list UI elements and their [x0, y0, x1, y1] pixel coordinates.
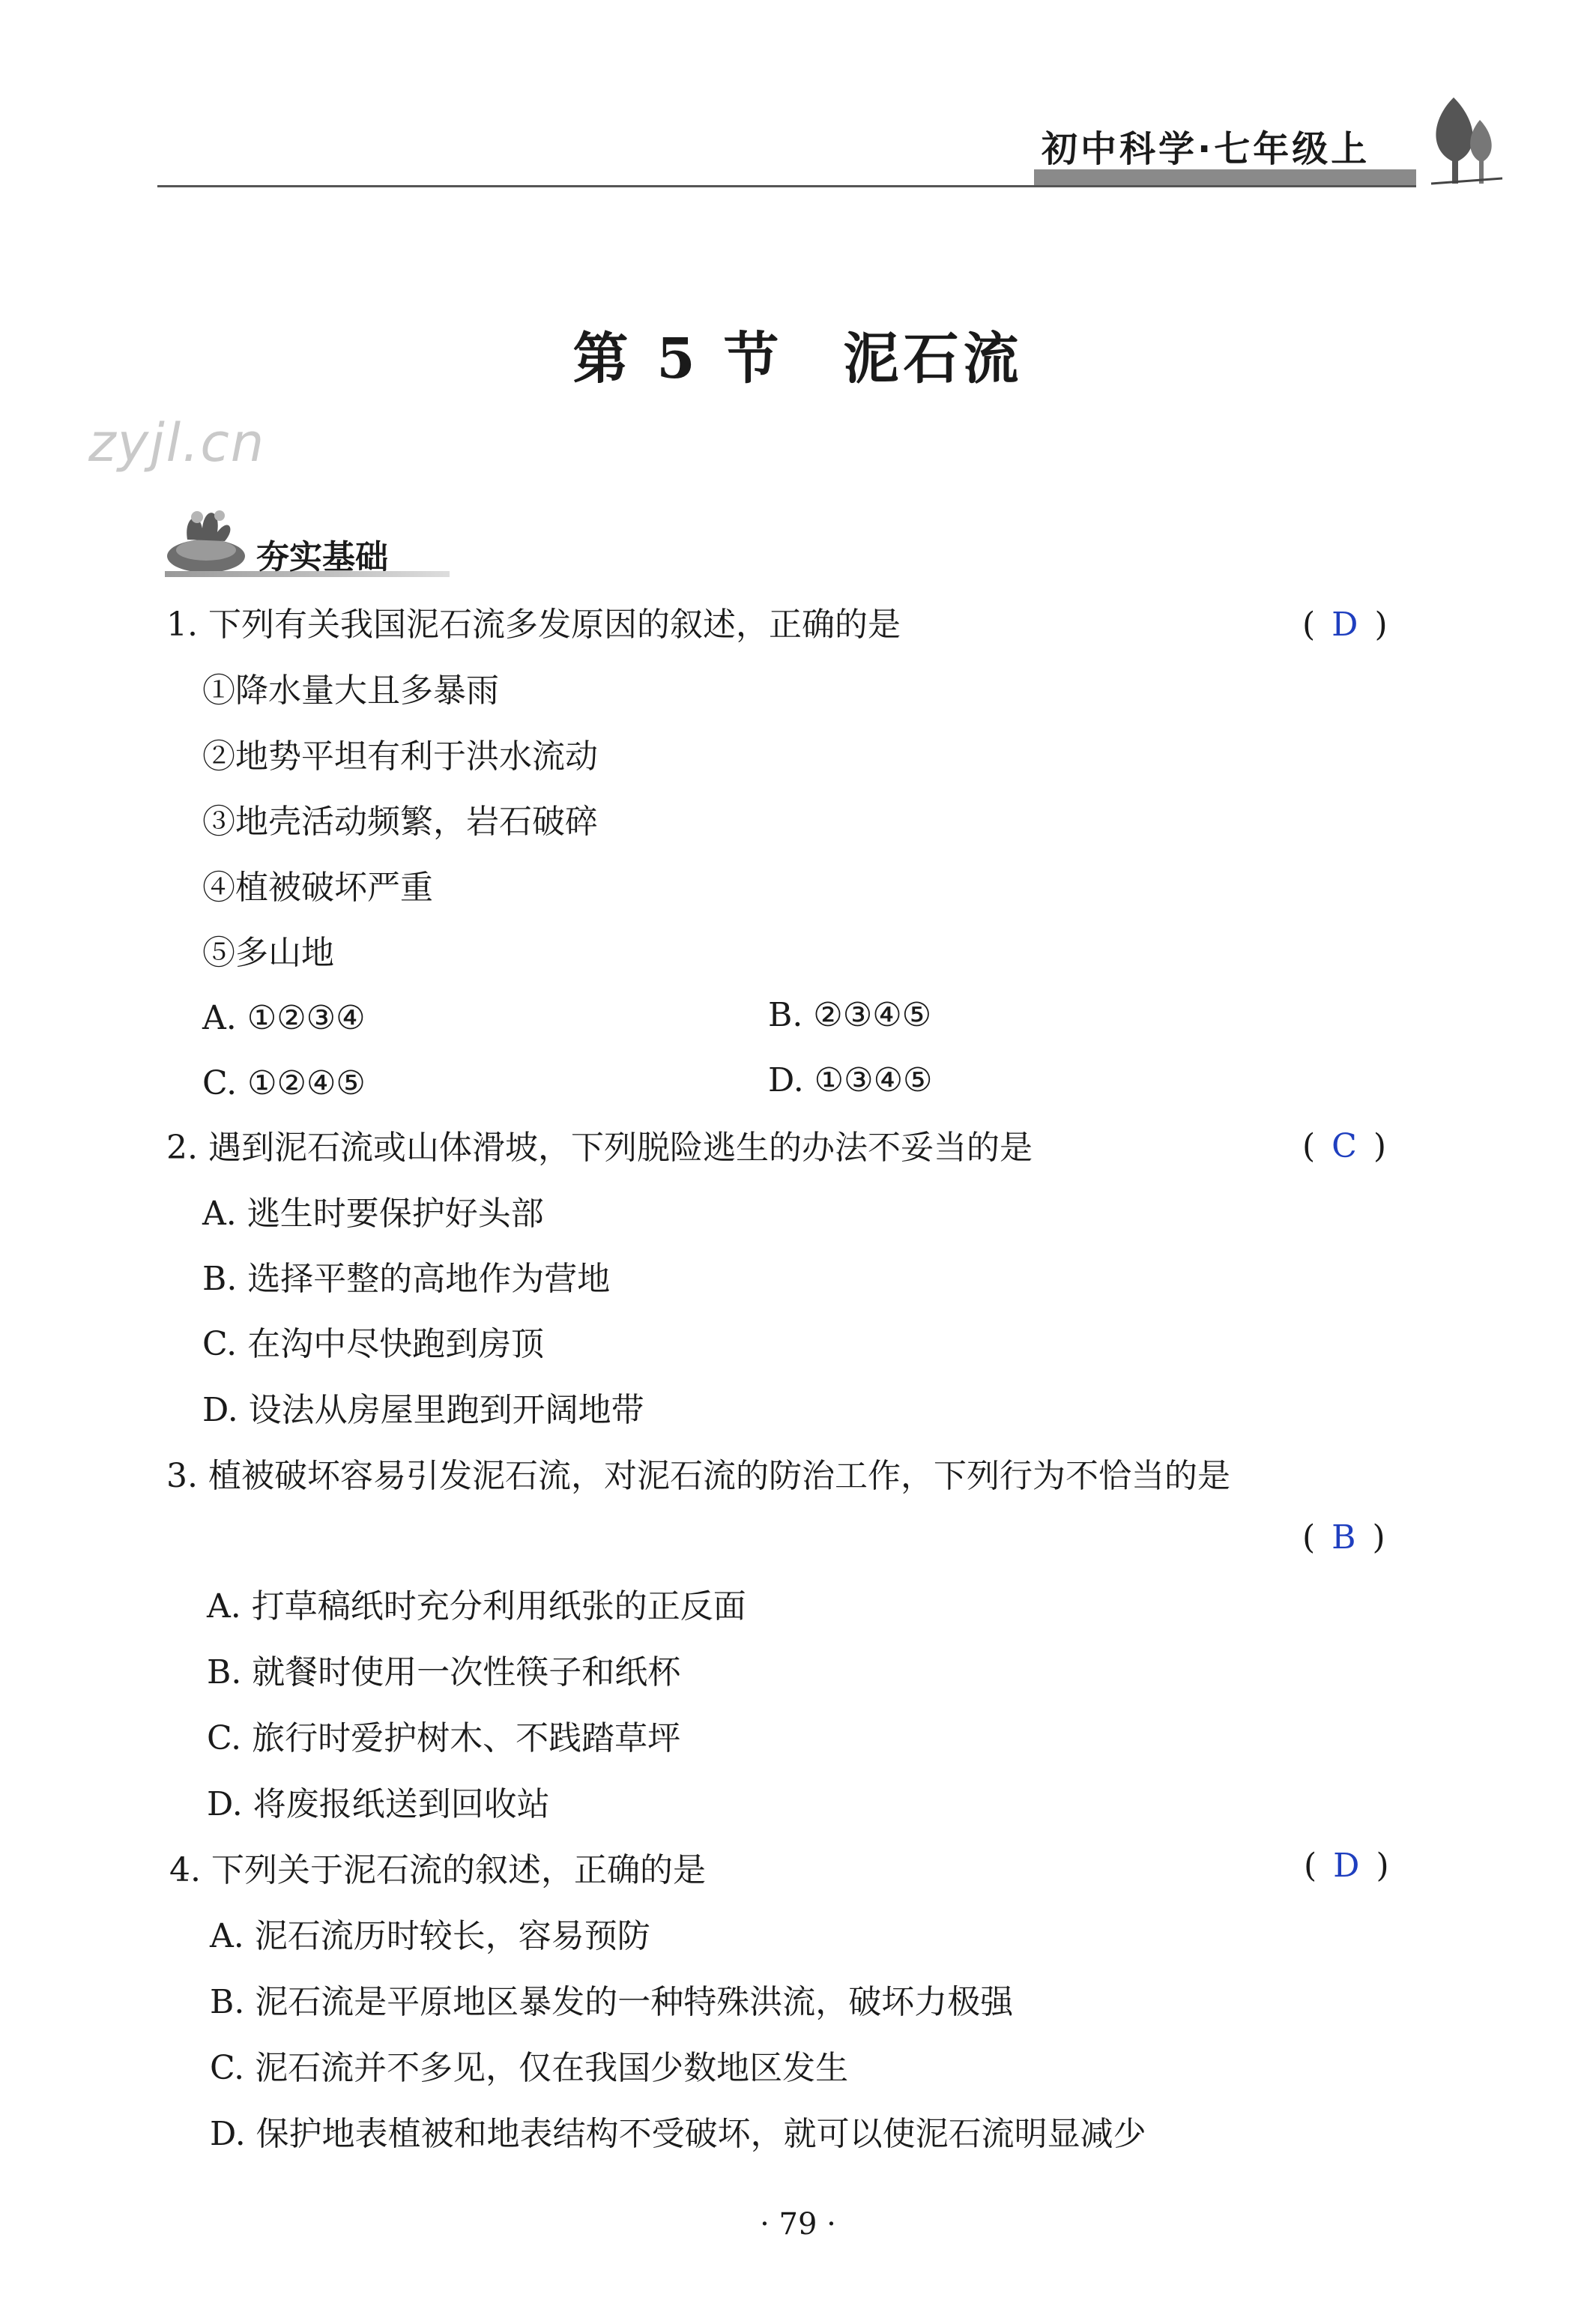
- question-1-option-d: D. ①③④⑤: [768, 1061, 933, 1099]
- question-3-option-a: A. 打草稿纸时充分利用纸张的正反面: [207, 1587, 746, 1626]
- question-3-option-d: D. 将废报纸送到回收站: [207, 1785, 550, 1823]
- watermark: zyjl.cn: [88, 412, 266, 474]
- question-2-option-d: D. 设法从房屋里跑到开阔地带: [202, 1391, 644, 1429]
- question-3-stem: 3. 植被破坏容易引发泥石流，对泥石流的防治工作，下列行为不恰当的是: [166, 1457, 1230, 1495]
- question-3-option-c: C. 旅行时爱护树木、不践踏草坪: [207, 1719, 681, 1757]
- question-1-item-4: ④植被破坏严重: [202, 869, 433, 907]
- question-3-answer: B: [1331, 1518, 1356, 1557]
- question-2-answer: C: [1331, 1127, 1357, 1165]
- question-2-answer-box: ( C ): [1302, 1127, 1387, 1165]
- question-2-option-c: C. 在沟中尽快跑到房顶: [202, 1325, 545, 1363]
- header-rule: [157, 185, 1416, 187]
- page-title: 第 5 节 泥石流: [572, 327, 1024, 391]
- question-1-option-c: C. ①②④⑤: [202, 1064, 366, 1102]
- book-title: 初中科学·七年级上: [1042, 128, 1370, 170]
- tree-icon: [1424, 90, 1506, 187]
- question-4-option-a: A. 泥石流历时较长，容易预防: [210, 1917, 650, 1955]
- question-4-answer: D: [1333, 1847, 1360, 1885]
- rock-plant-icon: [161, 487, 251, 577]
- question-1-stem: 1. 下列有关我国泥石流多发原因的叙述，正确的是: [166, 606, 901, 644]
- question-1-item-3: ③地壳活动频繁，岩石破碎: [202, 803, 598, 841]
- question-4-option-c: C. 泥石流并不多见，仅在我国少数地区发生: [210, 2049, 849, 2087]
- question-1-item-2: ②地势平坦有利于洪水流动: [202, 737, 598, 776]
- question-4-option-d: D. 保护地表植被和地表结构不受破坏，就可以使泥石流明显减少: [210, 2115, 1146, 2153]
- question-2-option-b: B. 选择平整的高地作为营地: [202, 1260, 611, 1298]
- page-number: · 79 ·: [760, 2207, 836, 2242]
- question-3-option-b: B. 就餐时使用一次性筷子和纸杯: [207, 1653, 681, 1691]
- question-1-answer-box: ( D ): [1302, 606, 1388, 644]
- question-1-item-1: ①降水量大且多暴雨: [202, 671, 499, 710]
- question-4-answer-box: ( D ): [1304, 1847, 1389, 1885]
- question-4-stem: 4. 下列关于泥石流的叙述，正确的是: [169, 1851, 706, 1889]
- section-label: 夯实基础: [256, 538, 388, 576]
- question-1-item-5: ⑤多山地: [202, 934, 334, 972]
- question-4-option-b: B. 泥石流是平原地区暴发的一种特殊洪流，破坏力极强: [210, 1983, 1014, 2021]
- question-2-option-a: A. 逃生时要保护好头部: [202, 1195, 544, 1233]
- question-2-stem: 2. 遇到泥石流或山体滑坡，下列脱险逃生的办法不妥当的是: [166, 1129, 1033, 1167]
- question-1-option-b: B. ②③④⑤: [768, 996, 932, 1034]
- question-1-answer: D: [1331, 606, 1358, 644]
- question-1-option-a: A. ①②③④: [202, 999, 366, 1037]
- question-3-answer-box: ( B ): [1302, 1518, 1385, 1557]
